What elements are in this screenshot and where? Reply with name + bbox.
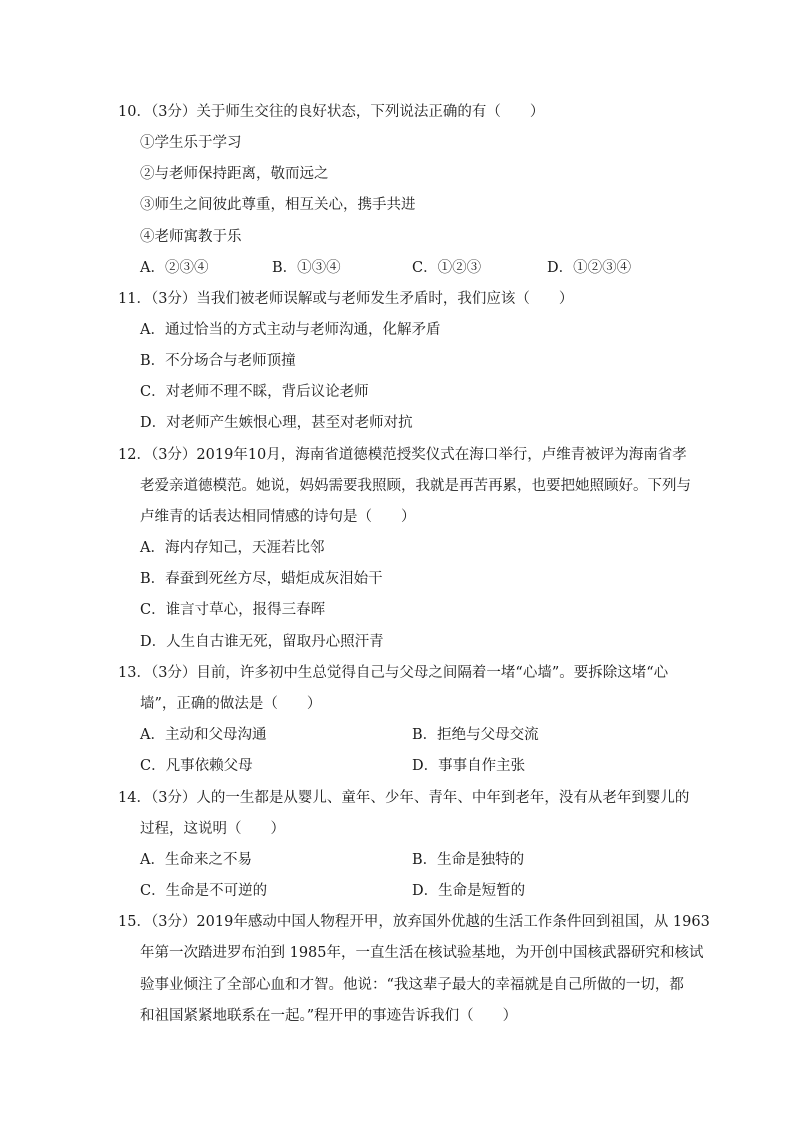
question-10-stem: 10．（3分）关于师生交往的良好状态，下列说法正确的有（ ）: [118, 104, 545, 120]
question-14-option-b: B．生命是独特的: [412, 852, 525, 868]
question-12-stem-line-1: 12．（3分）2019年10月，海南省道德模范授奖仪式在海口举行，卢维青被评为海南省孝: [118, 447, 687, 463]
question-11-option-a: A．通过恰当的方式主动与老师沟通，化解矛盾: [140, 322, 441, 338]
question-15-stem-line-3: 验事业倾注了全部心血和才智。他说：“我这辈子最大的幸福就是自己所做的一切，都: [140, 977, 684, 993]
question-12-option-a: A．海内存知己，天涯若比邻: [140, 540, 325, 556]
question-10-option-c: C．①②③: [412, 260, 482, 276]
question-14-option-c: C．生命是不可逆的: [140, 883, 268, 899]
question-13-option-c: C．凡事依赖父母: [140, 758, 253, 774]
question-10-option-a: A．②③④: [140, 260, 209, 276]
question-14-option-a: A．生命来之不易: [140, 852, 252, 868]
question-11-option-d: D．对老师产生嫉恨心理，甚至对老师对抗: [140, 415, 413, 431]
question-11-option-b: B．不分场合与老师顶撞: [140, 353, 296, 369]
question-10-statement-3: ③师生之间彼此尊重，相互关心，携手共进: [140, 197, 416, 213]
question-14-stem-line-1: 14．（3分）人的一生都是从婴儿、童年、少年、青年、中年到老年，没有从老年到婴儿的: [118, 790, 690, 806]
question-10-statement-4: ④老师寓教于乐: [140, 229, 242, 245]
question-12-stem-line-3: 卢维青的话表达相同情感的诗句是（ ）: [140, 509, 416, 525]
question-10-option-d: D．①②③④: [547, 260, 632, 276]
question-13-option-d: D．事事自作主张: [412, 758, 526, 774]
question-15-stem-line-1: 15．（3分）2019年感动中国人物程开甲，放弃国外优越的生活工作条件回到祖国，从 1963: [118, 914, 710, 930]
question-13-option-a: A．主动和父母沟通: [140, 727, 267, 743]
question-13-stem-line-2: 墙”，正确的做法是（ ）: [140, 696, 322, 712]
question-13-stem-line-1: 13．（3分）目前，许多初中生总觉得自己与父母之间隔着一堵“心墙”。要拆除这堵“心: [118, 665, 669, 681]
question-11-option-c: C．对老师不理不睬，背后议论老师: [140, 384, 369, 400]
question-14-stem-line-2: 过程，这说明（ ）: [140, 821, 285, 837]
question-10-statement-1: ①学生乐于学习: [140, 135, 242, 151]
question-10-statement-2: ②与老师保持距离，敬而远之: [140, 166, 329, 182]
question-10-option-b: B．①③④: [272, 260, 341, 276]
question-12-option-c: C．谁言寸草心，报得三春晖: [140, 602, 326, 618]
question-14-option-d: D．生命是短暂的: [412, 883, 526, 899]
question-15-stem-line-2: 年第一次踏进罗布泊到 1985年，一直生活在核试验基地，为开创中国核武器研究和核试: [140, 945, 704, 961]
question-12-stem-line-2: 老爱亲道德模范。她说，妈妈需要我照顾，我就是再苦再累，也要把她照顾好。下列与: [140, 478, 691, 494]
question-12-option-d: D．人生自古谁无死，留取丹心照汗青: [140, 634, 384, 650]
question-12-option-b: B．春蚕到死丝方尽，蜡炬成灰泪始干: [140, 571, 383, 587]
question-13-option-b: B．拒绝与父母交流: [412, 727, 539, 743]
question-15-stem-line-4: 和祖国紧紧地联系在一起。”程开甲的事迹告诉我们（ ）: [140, 1008, 518, 1024]
question-11-stem: 11．（3分）当我们被老师误解或与老师发生矛盾时，我们应该（ ）: [118, 291, 574, 307]
